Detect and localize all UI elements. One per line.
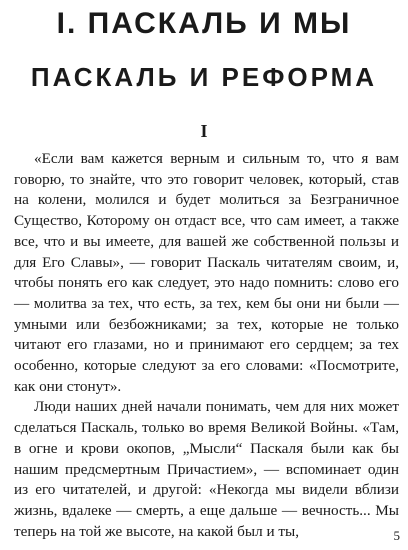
paragraph-1: «Если вам кажется верным и сильным то, что я вам говорю, то знайте, что это говорит человек, который, став на колени, молился и будет молиться за Безграничное Существо, Которому он отдаст все, что сам имеет, а также все, что и вы имеете, для вашей же собственной пользы и для Его Славы», — говорит Паскаль читателям своим, и, чтобы понять его как следует, это надо помнить: слово его — молитва за тех, что есть, за тех, кем бы они ни были — умными или безбожниками; за тех, которые не только читают его глазами, но и принимают его сердцем; за тех особенно, которые следуют за его словами: «Посмотрите, как они стонут». <box>14 150 399 395</box>
paragraph-2: Люди наших дней начали понимать, чем для них может сделаться Паскаль, только во время Великой Войны. «Там, в огне и крови окопов, „Мысли“ Паскаля были как бы нашим предсмертным Причастием», — вспоминает один из его читателей, и другой: «Некогда мы видели вблизи жизнь, вдалеке — смерть, а еще дальше — вечность... Мы теперь на той же высоте, на какой был и ты, <box>14 398 399 540</box>
page-number: 5 <box>393 528 400 543</box>
body-text <box>14 149 399 542</box>
chapter-title: ПАСКАЛЬ И РЕФОРМА <box>30 62 378 92</box>
section-number: I <box>200 121 208 141</box>
part-title: I. ПАСКАЛЬ И МЫ <box>56 7 352 40</box>
